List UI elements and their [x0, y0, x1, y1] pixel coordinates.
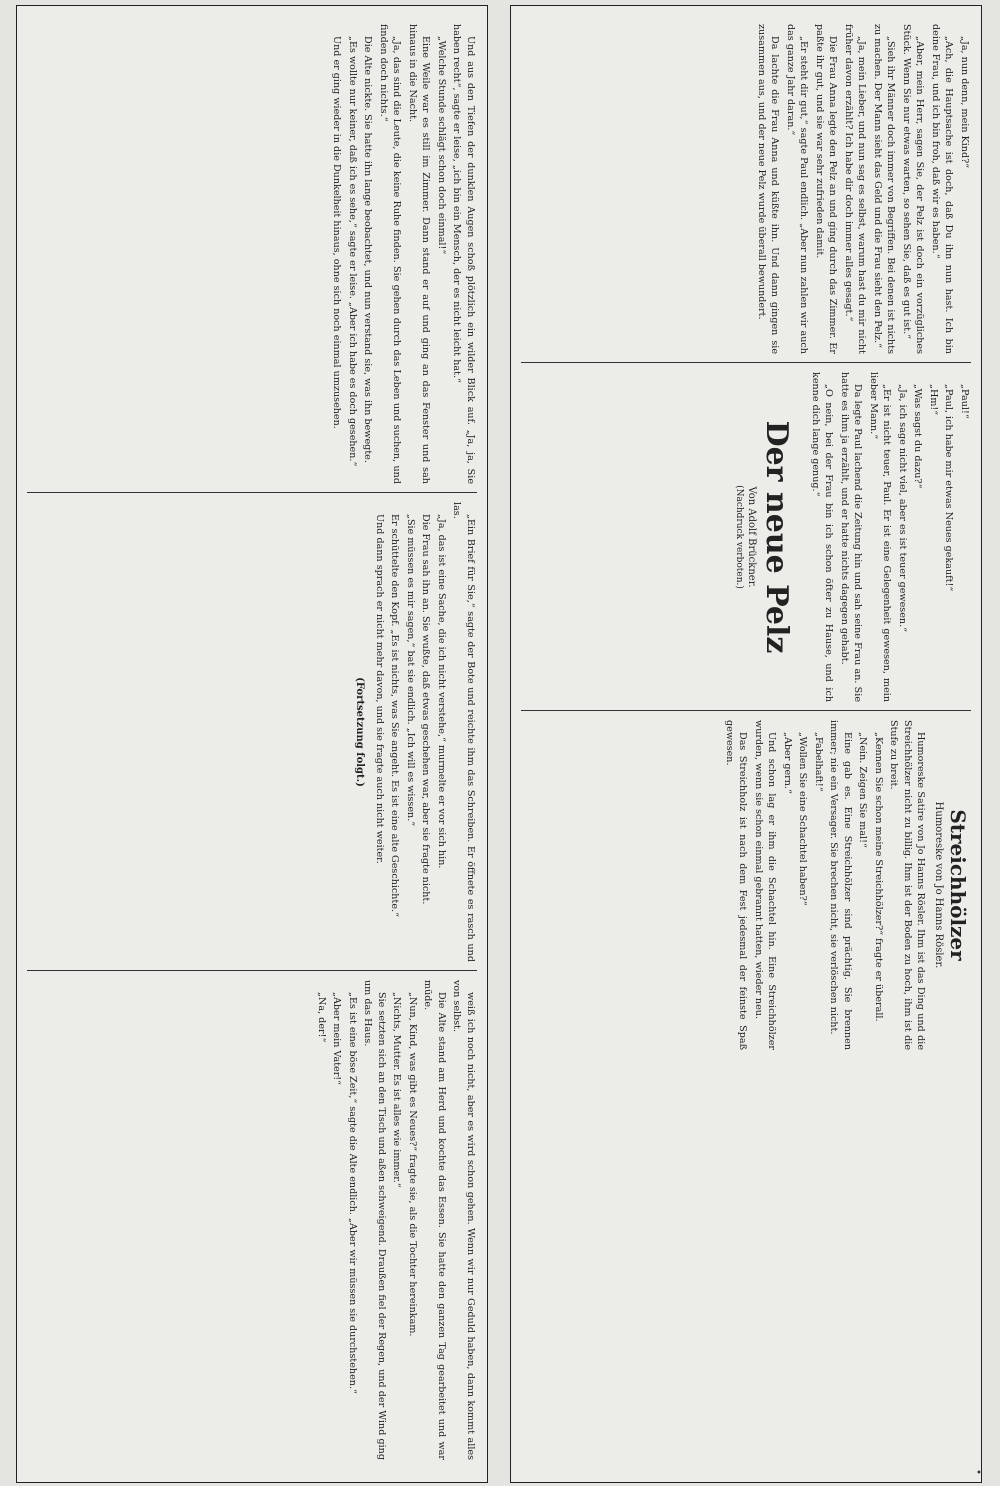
- story-byline: Von Adolf Brückner.: [746, 486, 758, 588]
- page2-middle-para-0: „Ein Brief für Sie,“ sagte der Bote und reichte ihm das Schreiben. Er öffnete es rasch und las.: [451, 502, 476, 962]
- story-right-para-5: Die Frau Anna legte den Pelz an und ging durch das Zimmer. Er paßte ihr gut, und sie war sehr zufrieden damit.: [814, 24, 839, 354]
- story-middle-para-7: „O nein, bei der Frau bin ich schon öfter zu Hause, und ich kenne dich lange genug.“: [810, 372, 835, 702]
- page2-right-para-6: „Aber mein Vater!“: [331, 992, 343, 1086]
- page2-right-para-5: „Es ist eine böse Zeit,“ sagte die Alte endlich. „Aber wir müssen sie durchstehen.“: [347, 992, 358, 1394]
- story-middle-para-4: „Ja, ich sage nicht viel, aber es ist teuer gewesen.“: [897, 384, 908, 633]
- page2-middle-para-5: Und dann sprach er nicht mehr davon, und sie fragte auch nicht weiter.: [374, 514, 385, 864]
- page2-middle-para-3: „Sie müssen es mir sagen,“ bat sie endlich. „Ich will es wissen.“: [405, 514, 416, 827]
- page2-right-para-3: „Nichts, Mutter. Es ist alles wie immer.“: [391, 992, 403, 1188]
- story-right-para-7: Da lachte die Frau Anna und küßte ihn. Und dann gingen sie zusammen aus, und der neue Pelz wurde überall bewundert.: [756, 24, 781, 354]
- page2-left-para-6: Und er ging wieder in die Dunkelheit hinaus, ohne sich noch einmal umzusehen.: [331, 36, 343, 429]
- story-left-para-3: Eine gab es. Eine Streichhölzer sind prächtig. Sie brennen immer; nie ein Versager. Sie brechen nicht, sie verlöschen nicht.: [828, 720, 853, 1050]
- column-divider: [27, 970, 477, 971]
- story-right-para-4: „Ja, mein Lieber, und nun sag es selbst, warum hast du mir nicht früher davon erzählt? Ich habe dir doch immer alles gesagt.“: [843, 24, 868, 354]
- page2-right-para-2: „Nun, Kind, was gibt es Neues?“ fragte sie, als die Tochter hereinkam.: [407, 992, 418, 1337]
- page2-middle-para-1: „Ja, das ist eine Sache, die ich nicht verstehe,“ murmelte er vor sich hin.: [436, 514, 447, 869]
- page2-right-para-1: Die Alte stand am Herd und kochte das Essen. Sie hatte den ganzen Tag gearbeitet und war müde.: [422, 980, 447, 1460]
- column-divider: [521, 710, 971, 711]
- continued-note: (Fortsetzung folgt.): [354, 677, 366, 787]
- page2-left-column: [27, 24, 477, 484]
- reprint-note: (Nachdruck verboten.): [734, 485, 744, 589]
- story-title: Streichhölzer: [946, 809, 970, 961]
- page2-right-para-4: Sie setzten sich an den Tisch und aßen schweigend. Draußen fiel der Regen, und der Wind ging um das Haus.: [362, 980, 387, 1460]
- story-right-para-1: „Ach, die Hauptsache ist doch, daß Du ihn nun hast. Ich bin deine Frau, und ich bin froh, daß wir es haben.“: [930, 24, 955, 354]
- page2-left-para-2: Eine Weile war es still im Zimmer. Dann stand er auf und ging an das Fenster und sah hinaus in die Nacht.: [407, 24, 432, 484]
- story-left-closing: Das Streichholz ist nach dem Fest jedesmal der feinste Spaß gewesen.: [724, 720, 749, 1050]
- page2-right-para-0: weiß ich noch nicht, aber es wird schon gehen. Wenn wir nur Geduld haben, dann kommt alles von selbst.: [451, 980, 476, 1460]
- page2-middle-para-2: Die Frau sah ihn an. Sie wußte, daß etwas geschehen war, aber sie fragte nicht.: [420, 514, 432, 905]
- page2-left-para-5: „Es wollte nur keiner, daß ich es sehe,“ sagte er leise. „Aber ich habe es doch gesehen.“: [347, 36, 358, 467]
- story-title: Der neue Pelz: [759, 420, 795, 654]
- page2-right-para-7: „Na, der!“: [316, 992, 327, 1043]
- story-left-para-7: Und schon lag er ihm die Schachtel hin. Eine Streichhölzer wurden, wenn sie schon einmal gebrannt hatten, wieder neu.: [753, 720, 778, 1050]
- story-middle-para-1: „Paul, ich habe mir etwas Neues gekauft!“: [943, 384, 955, 592]
- story-left-para-0: Humoreske Satire von Jo Hanns Rösler. Ihm ist das Ding und die Streichhölzer nicht zu billig. Ihm ist der Boden zu hoch, ihm ist die Stufe zu breit.: [888, 720, 927, 1050]
- page2-left-para-4: Die Alte nickte. Sie hatte ihn lange beobachtet, und nun verstand sie, was ihn bewegte.: [362, 36, 374, 463]
- story-byline: Humoreske von Jo Hanns Rösler.: [933, 801, 944, 969]
- story-left-column: [521, 720, 971, 1050]
- story-middle-para-6: Da legte Paul lachend die Zeitung hin und sah seine Frau an. Sie hatte es ihm ja erzählt, und er hatte nichts dagegen gehabt.: [839, 372, 864, 702]
- story-left-para-2: „Nein. Zeigen Sie mal!“: [857, 732, 869, 848]
- story-right-para-3: „Sieh ihr Männer doch immer von Begriffen. Bei denen ist nichts zu machen. Der Mann sieht das Geld und die Frau sieht den Pelz.“: [872, 24, 897, 354]
- story-middle-para-0: „Paul!“: [959, 384, 970, 419]
- column-divider: [521, 362, 971, 363]
- story-middle-para-2: „Hm!“: [928, 384, 939, 416]
- story-middle-para-5: „Er ist nicht teuer, Paul. Er ist eine Gelegenheit gewesen, mein lieber Mann.“: [868, 372, 893, 702]
- story-right-para-0: „Ja, nun denn, mein Kind?“: [959, 36, 970, 169]
- story-middle-column: [521, 372, 971, 702]
- upper-page-panel: [16, 5, 488, 1483]
- pelz-title-block: [732, 372, 795, 702]
- lower-page-panel: [510, 5, 982, 1483]
- page2-left-para-0: Und aus den Tiefen der dunklen Augen schoß plötzlich ein wilder Blick auf. „Ja, ja, Sie haben recht“, sagte er leise, „ich bin ein Mensch, der es nicht leicht hat.“: [451, 24, 476, 484]
- page2-right-column: [27, 980, 477, 1460]
- column-divider: [27, 492, 477, 493]
- story-left-para-5: „Wollen Sie eine Schachtel haben?“: [797, 732, 809, 906]
- story-left-para-4: „Fabelhaft!“: [813, 732, 824, 792]
- page2-left-para-1: „Welche Stunde schlägt schon doch einmal!“: [436, 36, 447, 255]
- story-right-para-2: „Aber, mein Herr, sagen Sie, der Pelz ist doch ein vorzügliches Stück. Wenn Sie nur etwas warten, so sehen Sie, daß es gut ist.“: [901, 24, 926, 354]
- page-bottom-mark: •: [976, 1468, 982, 1479]
- story-right-para-6: „Er steht dir gut,“ sagte Paul endlich. „Aber nun zahlen wir auch das ganze Jahr daran.“: [785, 24, 810, 354]
- story-left-para-6: „Aber gern.“: [782, 732, 793, 794]
- story-right-column: [521, 24, 971, 354]
- page2-middle-para-4: Er schüttelte den Kopf. „Es ist nichts, was Sie angeht. Es ist eine alte Geschichte.“: [389, 514, 401, 917]
- page2-left-para-3: „Ja, das sind die Leute, die keine Ruhe finden. Sie gehen durch das Leben und suchen, und finden doch nichts.“: [378, 24, 403, 484]
- story-left-para-1: „Kennen Sie schon meine Streichhölzer?“ fragte er überall.: [873, 732, 884, 1022]
- page2-middle-column: [27, 502, 477, 962]
- story-middle-para-3: „Was sagst du dazu?“: [912, 384, 924, 489]
